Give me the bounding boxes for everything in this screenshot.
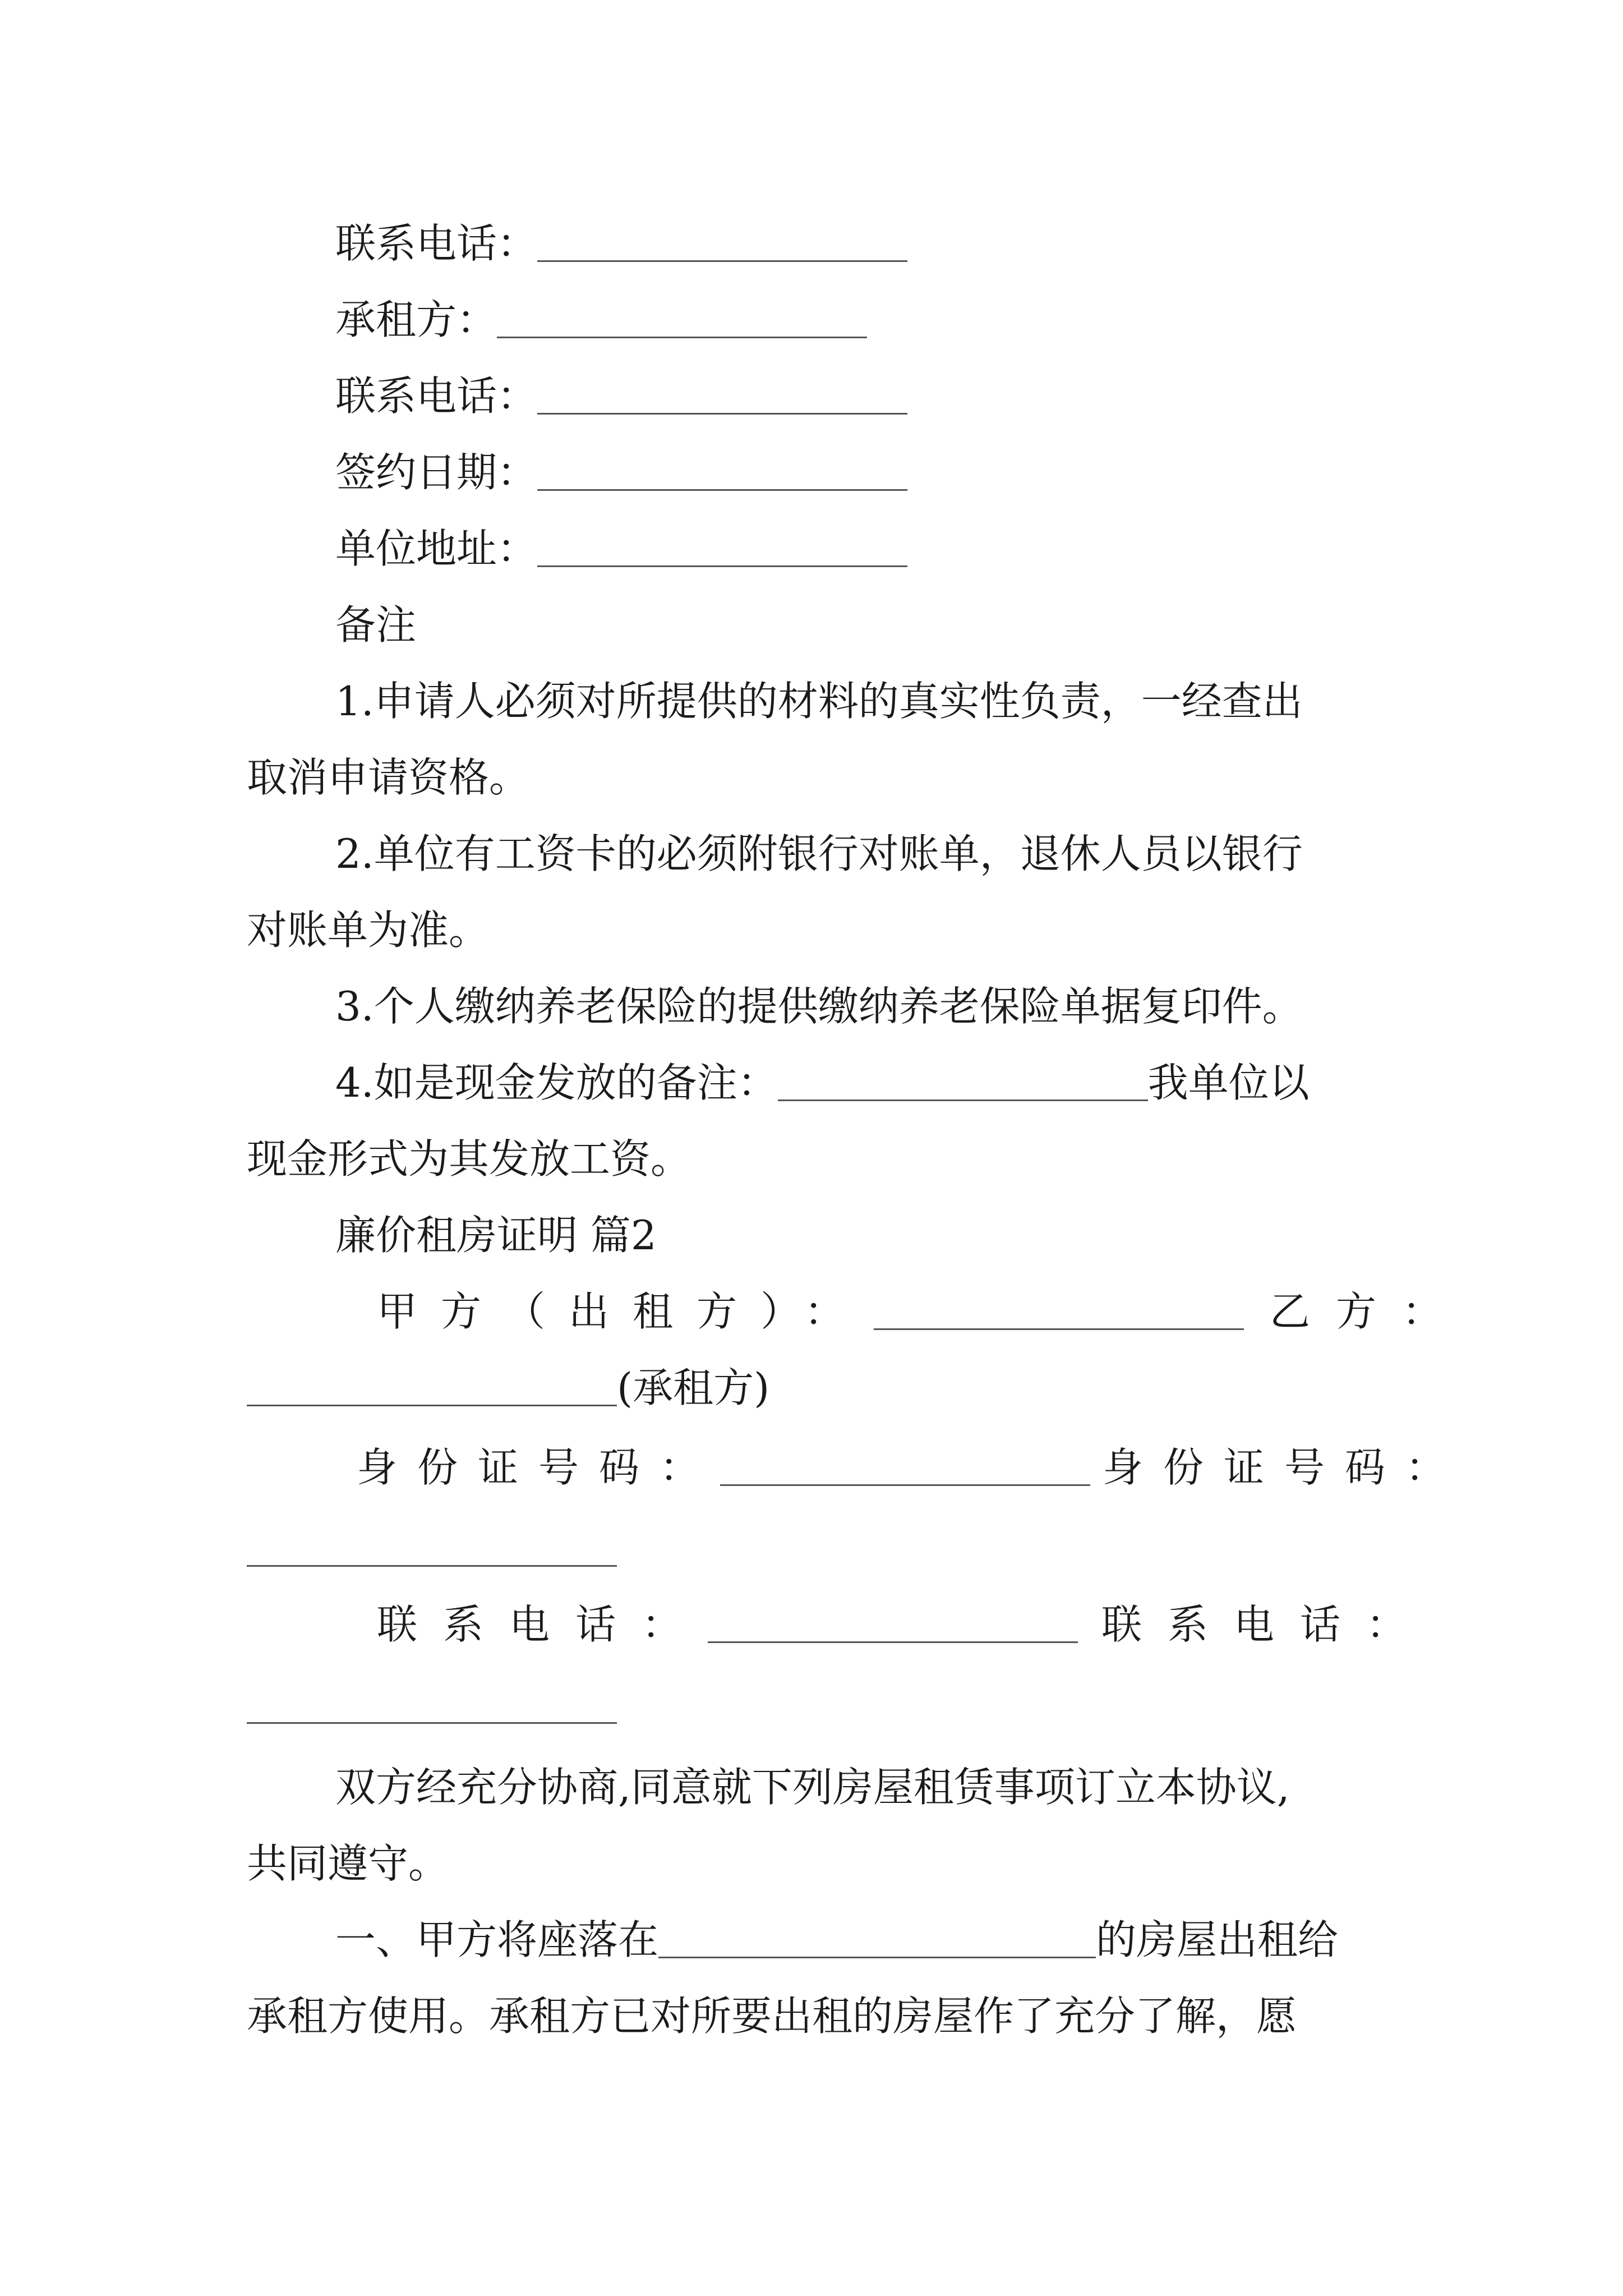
sign-date-blank [537,453,907,491]
party-b-label: 乙方： [1270,1288,1469,1335]
remark-2-line1: 2.单位有工资卡的必须附银行对账单，退休人员以银行 [335,830,1303,877]
phone-blank-a [708,1605,1078,1643]
remark-1-line2: 取消申请资格。 [247,754,530,801]
tenant-blank [497,301,867,338]
remark-4-blank [778,1064,1148,1101]
sign-date-row [335,444,907,500]
unit-address-row [335,521,907,577]
remark-2-line2: 对账单为准。 [247,907,490,954]
tenant-row [335,292,867,348]
clause-1-text-a: 一、甲方将座落在 [335,1916,659,1963]
sign-date-label: 签约日期： [335,449,538,496]
id-number-row [357,1439,1466,1496]
section-title: 廉价租房证明 篇2 [335,1212,657,1259]
unit-address-blank [537,530,907,567]
id-number-blank-a [720,1448,1090,1486]
tenant-phone-row [335,368,907,424]
party-b-note: (承租方) [617,1364,770,1411]
id-number-blank-b [247,1565,617,1567]
remark-4-text-b: 我单位以 [1147,1059,1310,1106]
phone-blank-b [247,1722,617,1724]
party-a-row [377,1283,1468,1340]
party-b-blank [247,1369,617,1406]
id-number-label-a: 身份证号码： [357,1444,721,1491]
tenant-label: 承租方： [335,296,497,343]
remark-4-text-a: 4.如是现金发放的备注： [335,1059,778,1106]
phone-row [377,1596,1432,1653]
contact-phone-label: 联系电话： [335,220,538,267]
phone-label-b: 联系电话： [1101,1601,1433,1648]
party-b-row [247,1360,769,1416]
id-number-label-b: 身份证号码： [1103,1444,1467,1491]
party-a-blank [874,1292,1244,1330]
contact-phone-row [335,215,907,272]
remark-4-line1 [335,1055,1310,1111]
remark-1-line1: 1.申请人必须对所提供的材料的真实性负责，一经查出 [335,678,1303,725]
party-a-label: 甲方（出租方）： [377,1288,869,1335]
remarks-heading: 备注 [335,601,417,648]
clause-1-line2: 承租方使用。承租方已对所要出租的房屋作了充分了解，愿 [247,1993,1297,2040]
agreement-line1: 双方经充分协商,同意就下列房屋租赁事项订立本协议, [335,1764,1290,1811]
phone-label-a: 联系电话： [377,1601,708,1648]
tenant-phone-blank [537,377,907,415]
clause-1-line1 [335,1912,1338,1968]
agreement-line2: 共同遵守。 [247,1840,449,1887]
remark-3: 3.个人缴纳养老保险的提供缴纳养老保险单据复印件。 [335,983,1303,1030]
unit-address-label: 单位地址： [335,525,538,572]
tenant-phone-label: 联系电话： [335,372,538,420]
clause-1-text-b: 的房屋出租给 [1096,1916,1339,1963]
remark-4-line2: 现金形式为其发放工资。 [247,1135,691,1182]
clause-1-blank [658,1921,1096,1958]
contact-phone-blank [537,224,907,262]
